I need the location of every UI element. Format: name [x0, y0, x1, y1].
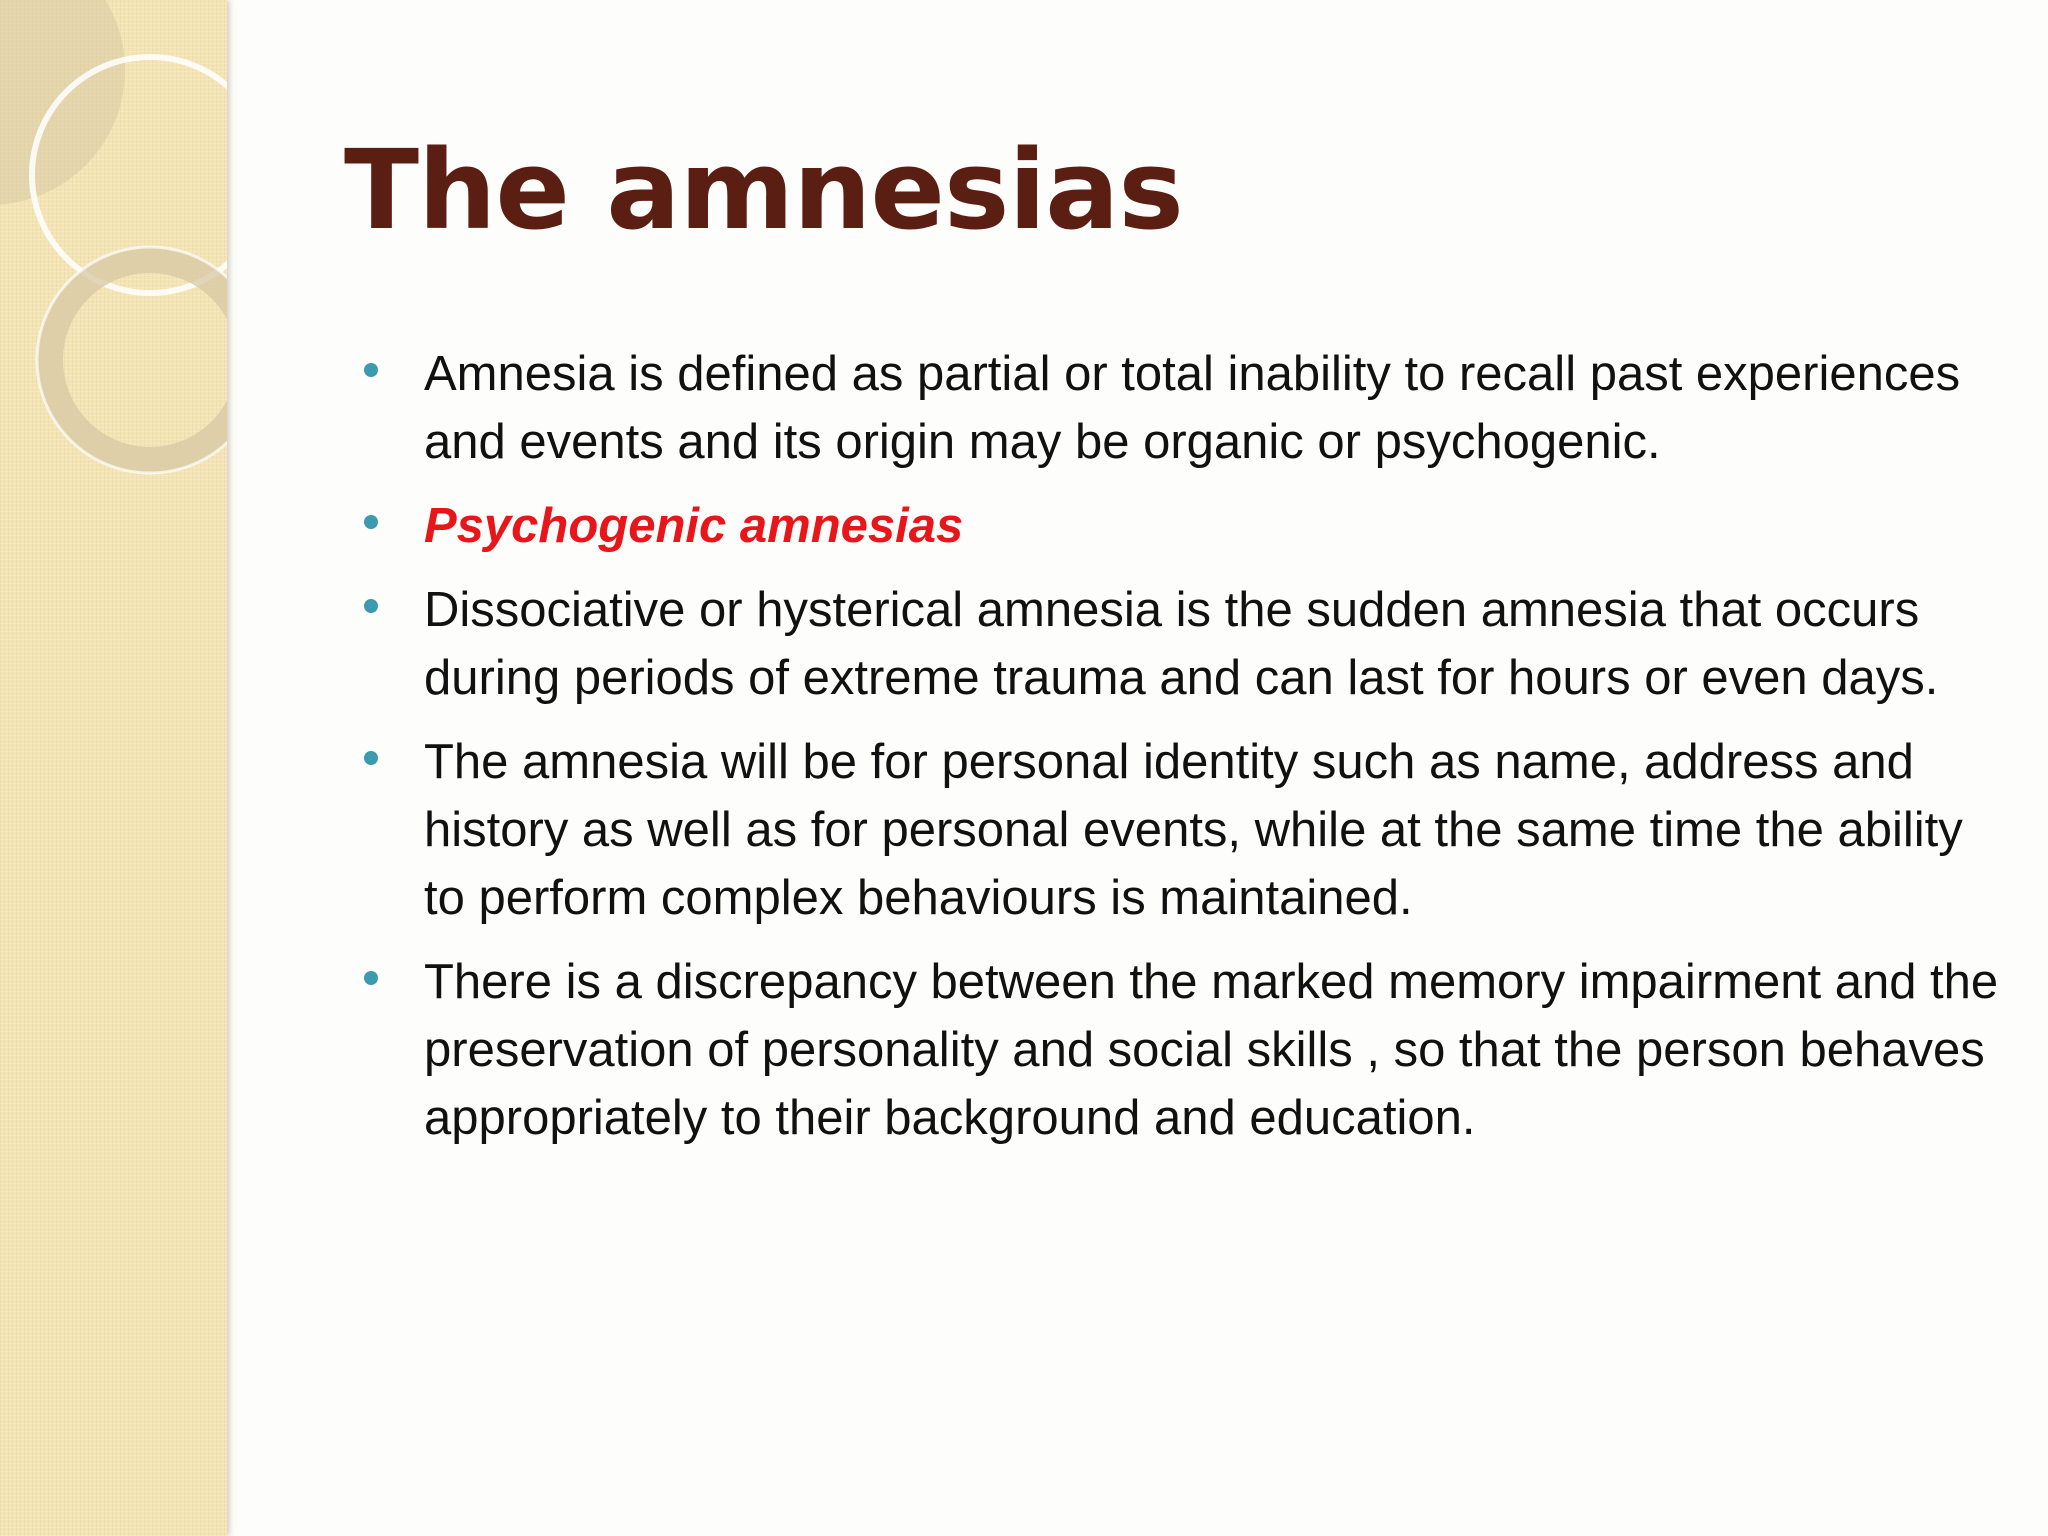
bullet-item: [354, 340, 2004, 476]
bullet-item: [354, 576, 2004, 712]
bullet-item: [354, 948, 2004, 1152]
decorative-side-band: [0, 0, 227, 1536]
bullet-dot-icon: [364, 515, 378, 529]
bullet-text: Amnesia is defined as partial or total inability to recall past experiences and events and its origin may be organic or psychogenic.: [424, 347, 1961, 469]
bullet-dot-icon: [364, 751, 378, 765]
bullet-dot-icon: [364, 599, 378, 613]
slide-title: The amnesias: [344, 126, 1183, 254]
bullet-dot-icon: [364, 971, 378, 985]
bullet-item: [354, 728, 2004, 932]
decorative-circles: [0, 0, 227, 520]
bullet-dot-icon: [364, 363, 378, 377]
bullet-text-emphasis: Psychogenic amnesias: [424, 499, 964, 553]
decorative-circle-fill: [0, 0, 125, 205]
bullet-text: Dissociative or hysterical amnesia is the sudden amnesia that occurs during periods of extreme trauma and can last for hours or even days.: [424, 583, 1939, 705]
bullet-list: [354, 340, 2004, 1168]
bullet-item-emphasis: [354, 492, 2004, 560]
bullet-text: The amnesia will be for personal identity such as name, address and history as well as for personal events, while at the same time the ability to perform complex behaviours is maintained.: [424, 735, 1963, 925]
bullet-text: There is a discrepancy between the marked memory impairment and the preservation of personality and social skills , so that the person behaves appropriately to their background and education.: [424, 955, 1999, 1145]
